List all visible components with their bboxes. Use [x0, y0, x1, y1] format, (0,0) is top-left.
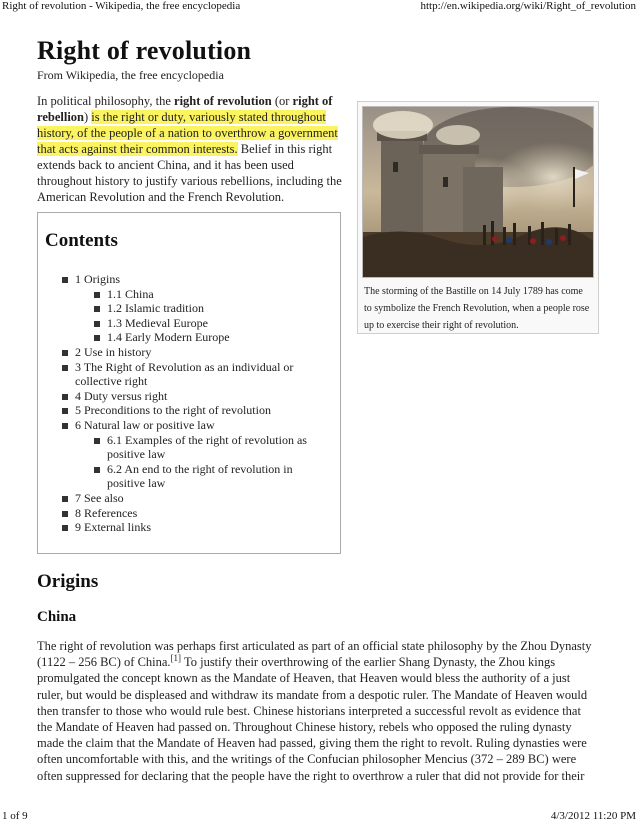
page-title: Right of revolution: [37, 36, 252, 65]
toc-item[interactable]: 2 Use in history: [62, 345, 332, 360]
toc-item[interactable]: 6.1 Examples of the right of revolution as positive law: [94, 433, 332, 462]
toc-item[interactable]: 1.1 China: [94, 287, 332, 302]
bastille-painting-illustration: [363, 107, 593, 277]
intro-paragraph: [37, 93, 347, 205]
print-header: [0, 0, 638, 12]
toc-item[interactable]: 1.2 Islamic tradition: [94, 301, 332, 316]
toc-item[interactable]: 4 Duty versus right: [62, 389, 332, 404]
toc-item[interactable]: 9 External links: [62, 520, 332, 535]
print-header-title: Right of revolution - Wikipedia, the free encyclopedia: [2, 0, 241, 12]
section-heading-origins: Origins: [37, 571, 99, 592]
toc-item[interactable]: 1 Origins: [62, 272, 332, 287]
intro-bold-term: right of revolution: [174, 94, 272, 108]
toc-item[interactable]: 6.2 An end to the right of revolution in positive law: [94, 462, 332, 491]
toc-item[interactable]: 6 Natural law or positive law: [62, 418, 332, 433]
toc-item[interactable]: 8 References: [62, 506, 332, 521]
intro-text: (or: [271, 94, 293, 108]
table-of-contents: [37, 212, 341, 554]
paragraph-text: The right of revolution was perhaps first articulated as part of an official state philosophy by the Zhou Dynasty (1122 – 256 BC) of China.: [37, 639, 592, 670]
toc-heading: Contents: [45, 230, 118, 251]
subsection-heading-china: China: [37, 609, 77, 625]
toc-list: [62, 272, 332, 535]
bastille-painting-image[interactable]: [362, 106, 594, 278]
print-footer: [0, 810, 638, 822]
highlighted-text: is the right or duty, variously stated throughout history, of the people of a nation to overthrow a government that acts against their common interests.: [37, 110, 338, 156]
print-footer-datetime: 4/3/2012 11:20 PM: [550, 810, 636, 822]
page-subtitle: From Wikipedia, the free encyclopedia: [37, 68, 224, 82]
intro-text: Belief in this right extends back to ancient China, and it has been used throughout history to justify various rebellions, including the American Revolution and the French Revolution.: [37, 142, 342, 204]
intro-text: In political philosophy, the: [37, 94, 175, 108]
toc-item[interactable]: 7 See also: [62, 491, 332, 506]
print-footer-page: 1 of 9: [2, 810, 28, 822]
print-header-url[interactable]: http://en.wikipedia.org/wiki/Right_of_revolution: [420, 0, 636, 12]
intro-bold-term: right of rebellion: [37, 94, 333, 124]
infobox-caption: The storming of the Bastille on 14 July 1789 has come to symbolize the French Revolution, when a people rose up to exercise their right of revolution.: [364, 286, 590, 331]
toc-item[interactable]: 1.3 Medieval Europe: [94, 316, 332, 331]
reference-link[interactable]: [1]: [170, 653, 182, 664]
intro-text: ): [84, 110, 92, 124]
toc-item[interactable]: 1.4 Early Modern Europe: [94, 330, 332, 345]
china-paragraph: [37, 638, 597, 784]
toc-item[interactable]: 3 The Right of Revolution as an individual or collective right: [62, 360, 332, 389]
toc-item[interactable]: 5 Preconditions to the right of revolution: [62, 403, 332, 418]
infobox: [357, 101, 599, 334]
paragraph-text: To justify their overthrowing of the earlier Shang Dynasty, the Zhou kings promulgated the concept known as the Mandate of Heaven, that Heaven would bless the authority of a just ruler, but would be displeased and withdraw its mandate from a despotic ruler. The Mandate of Heaven would then transfer to those who would rule best. Chinese historians interpreted a successful revolt as evidence that the Mandate of Heaven had passed on. Throughout Chinese history, rebels who opposed the ruling dynasty made the claim that the Mandate of Heaven had passed, giving them the right to revolt. Ruling dynasties were often uncomfortable with this, and the writings of the Confucian philosopher Mencius (372 – 289 BC) were often suppressed for declaring that the people have the right to overthrow a ruler that did not provide for their: [37, 655, 588, 783]
